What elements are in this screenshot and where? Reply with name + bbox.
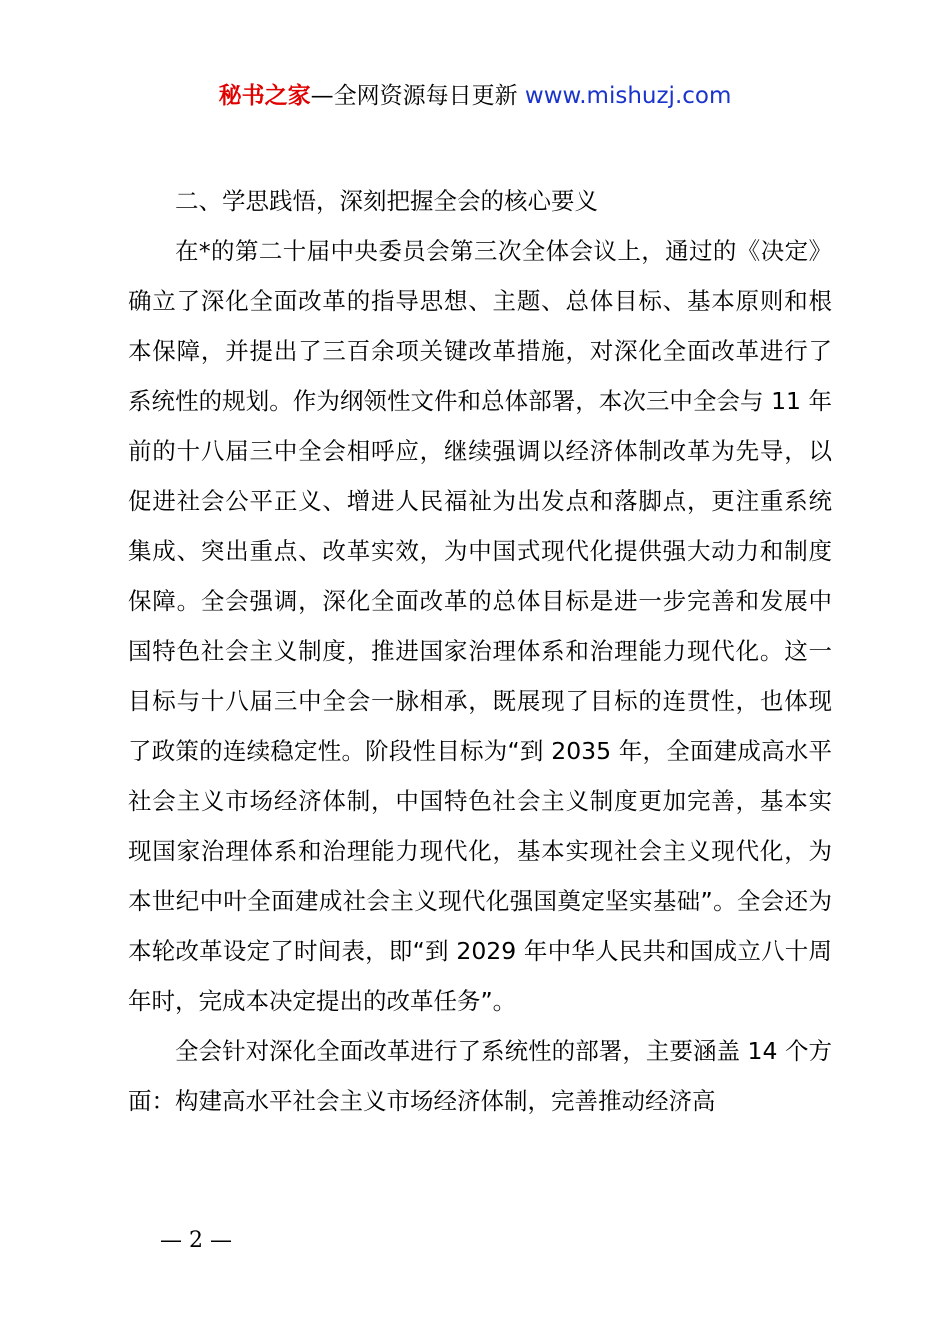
site-url-link[interactable]: www.mishuzj.com [524, 83, 732, 109]
page-number: — 2 — [160, 1228, 232, 1253]
site-header [0, 80, 950, 112]
brand-name: 秘书之家 [218, 83, 311, 109]
body-paragraph: 全会针对深化全面改革进行了系统性的部署，主要涵盖 14 个方面：构建高水平社会主义市场经济体制，完善推动经济高 [128, 1037, 832, 1115]
document-body [128, 176, 832, 1126]
section-heading: 二、学思践悟，深刻把握全会的核心要义 [175, 187, 598, 215]
header-tagline: —全网资源每日更新 [310, 83, 518, 109]
body-paragraph: 在*的第二十届中央委员会第三次全体会议上，通过的《决定》确立了深化全面改革的指导思想、主题、总体目标、基本原则和根本保障，并提出了三百余项关键改革措施，对深化全面改革进行了系统性的规划。作为纲领性文件和总体部署，本次三中全会与 11 年前的十八届三中全会相呼应，继续强调以经济体制改革为先导，以促进社会公平正义、增进人民福祉为出发点和落脚点，更注重系统集成、突出重点、改革实效，为中国式现代化提供强大动力和制度保障。全会强调，深化全面改革的总体目标是进一步完善和发展中国特色社会主义制度，推进国家治理体系和治理能力现代化。这一目标与十八届三中全会一脉相承，既展现了目标的连贯性，也体现了政策的连续稳定性。阶段性目标为“到 2035 年，全面建成高水平社会主义市场经济体制，中国特色社会主义制度更加完善，基本实现国家治理体系和治理能力现代化，基本实现社会主义现代化，为本世纪中叶全面建成社会主义现代化强国奠定坚实基础”。全会还为本轮改革设定了时间表，即“到 2029 年中华人民共和国成立八十周年时，完成本决定提出的改革任务”。 [128, 237, 832, 1015]
